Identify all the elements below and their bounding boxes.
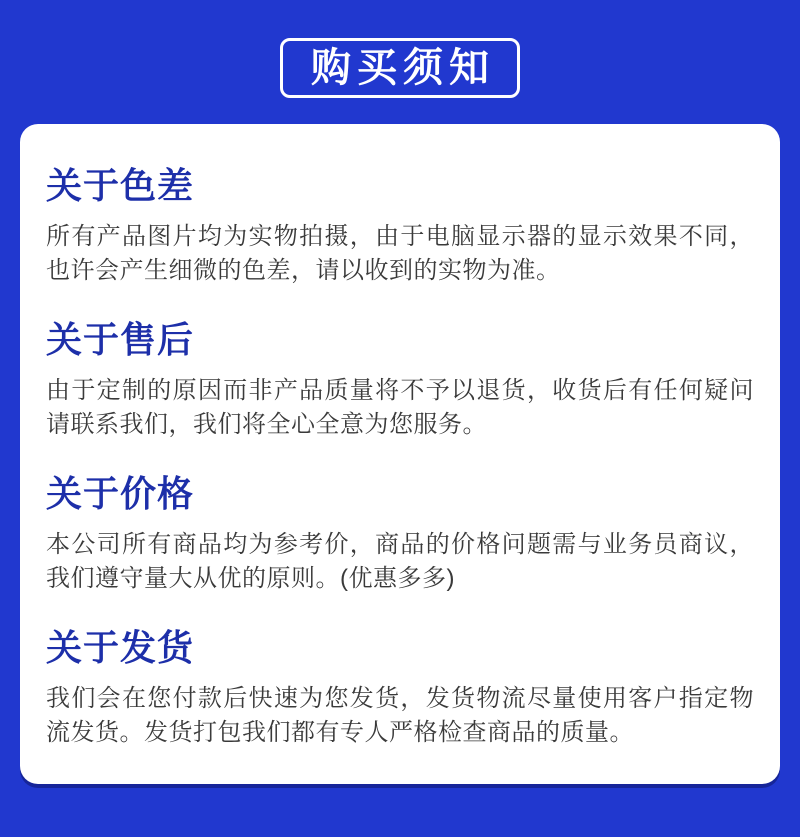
notice-card bbox=[20, 124, 780, 784]
section-body-after-sales: 由于定制的原因而非产品质量将不予以退货，收货后有任何疑问请联系我们，我们将全心全意为您服务。 bbox=[46, 377, 754, 438]
section-heading-shipping: 关于发货 bbox=[46, 627, 195, 668]
section-body-price: 本公司所有商品均为参考价，商品的价格问题需与业务员商议，我们遵守量大从优的原则。(优惠多多) bbox=[46, 531, 754, 592]
section-heading-color-difference: 关于色差 bbox=[46, 165, 195, 206]
section-body-color-difference: 所有产品图片均为实物拍摄，由于电脑显示器的显示效果不同，也许会产生细微的色差，请以收到的实物为准。 bbox=[46, 223, 754, 284]
section-price bbox=[46, 472, 754, 596]
section-color-difference bbox=[46, 164, 754, 288]
section-after-sales bbox=[46, 318, 754, 442]
section-heading-after-sales: 关于售后 bbox=[46, 319, 195, 360]
banner-title: 购买须知 bbox=[311, 46, 495, 90]
purchase-notice-banner bbox=[280, 38, 520, 98]
section-shipping bbox=[46, 626, 754, 750]
section-body-shipping: 我们会在您付款后快速为您发货，发货物流尽量使用客户指定物流发货。发货打包我们都有专人严格检查商品的质量。 bbox=[46, 685, 754, 746]
section-heading-price: 关于价格 bbox=[46, 473, 195, 514]
